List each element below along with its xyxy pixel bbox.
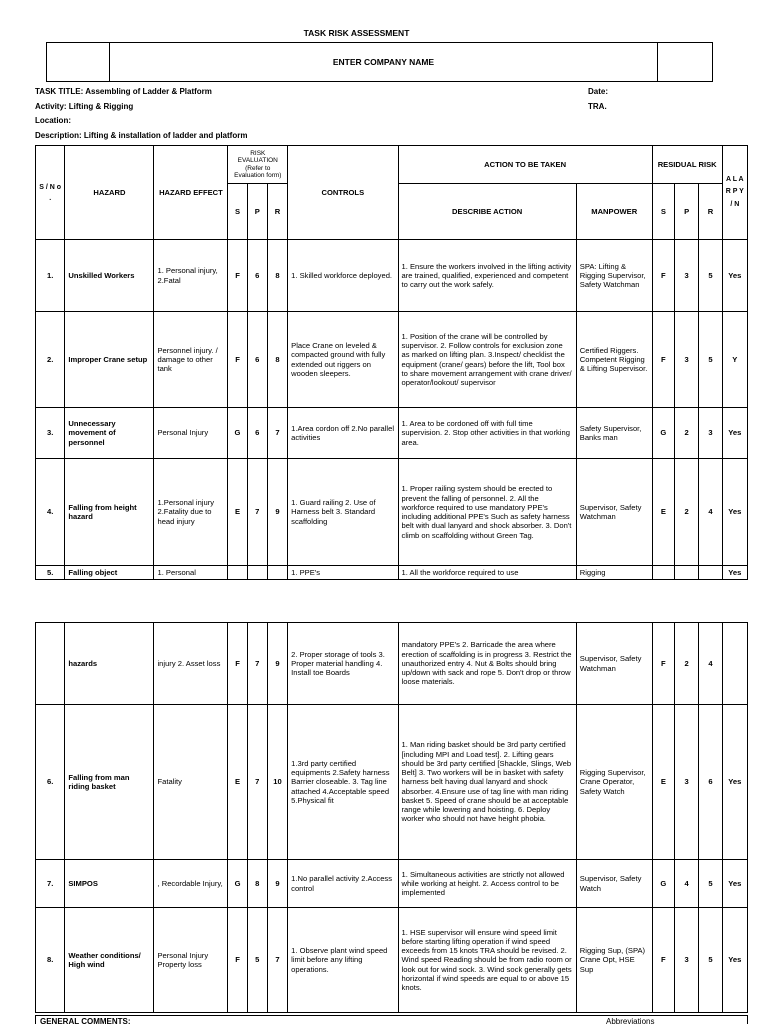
row-manpower: Supervisor, Safety Watchman: [576, 623, 652, 705]
col-manpower: MANPOWER: [576, 184, 652, 240]
row-controls: 1.Area cordon off 2.No parallel activities: [288, 408, 398, 459]
row-hazard: Unnecessary movement of personnel: [65, 408, 154, 459]
row-number: 3.: [36, 408, 65, 459]
row-manpower: Rigging Supervisor, Crane Operator, Safety Watch: [576, 705, 652, 860]
risk-row: [36, 860, 748, 908]
row-hazard: Weather conditions/ High wind: [65, 908, 154, 1013]
general-comments-box: [35, 1015, 748, 1024]
row-hazard-effect: Personnel injury. / damage to other tank: [154, 312, 228, 408]
row-probability: [247, 566, 267, 580]
row-controls: 1.No parallel activity 2.Access control: [288, 860, 398, 908]
risk-row: [36, 623, 748, 705]
row-hazard: Falling from height hazard: [65, 459, 154, 566]
col-risk-evaluation: RISK EVALUATION (Refer to Evaluation form): [228, 146, 288, 184]
risk-row: [36, 240, 748, 312]
row-risk: [267, 566, 287, 580]
row-controls: 1. PPE's: [288, 566, 398, 580]
row-manpower: Supervisor, Safety Watchman: [576, 459, 652, 566]
reference-cell: [658, 43, 713, 82]
row-hazard: SIMPOS: [65, 860, 154, 908]
row-hazard-effect: Personal Injury: [154, 408, 228, 459]
row-probability: 6: [247, 240, 267, 312]
row-residual-s: G: [652, 408, 674, 459]
col-residual-risk: RESIDUAL RISK: [652, 146, 722, 184]
row-controls: 1. Skilled workforce deployed.: [288, 240, 398, 312]
document-title: TASK RISK ASSESSMENT: [303, 28, 410, 38]
row-severity: E: [228, 705, 247, 860]
row-residual-r: 5: [699, 908, 722, 1013]
row-residual-p: 4: [675, 860, 699, 908]
row-describe-action: 1. Simultaneous activities are strictly not allowed while working at height. 2. Access control to be implemented: [398, 860, 576, 908]
row-number: 2.: [36, 312, 65, 408]
row-describe-action: 1. Proper railing system should be erected to prevent the falling of personnel. 2. All the workforce required to use mandatory PPE's including additional PPE's Such as safety harness belt with dual lanyard and shock absorber. 3. Don't climb on scaffolding without Green Tag.: [398, 459, 576, 566]
row-severity: F: [228, 623, 247, 705]
row-hazard-effect: 1. Personal: [154, 566, 228, 580]
row-manpower: SPA: Lifting & Rigging Supervisor, Safety Watchman: [576, 240, 652, 312]
row-residual-s: F: [652, 240, 674, 312]
row-residual-p: 2: [674, 459, 698, 566]
row-probability: 5: [247, 908, 267, 1013]
row-probability: 7: [247, 459, 267, 566]
row-residual-r: 3: [699, 408, 722, 459]
row-describe-action: 1. All the workforce required to use: [398, 566, 576, 580]
row-probability: 6: [247, 312, 267, 408]
row-describe-action: 1. HSE supervisor will ensure wind speed limit before starting lifting operation if wind speed exceeds from 15 knots TRA should be revised. 2. Wind speed Reading should be from radio room or look out for wind sock. 3. Wind sock generally gets horizontal if wind speeds are equal to or above 15 knots.: [398, 908, 576, 1013]
row-residual-s: E: [652, 705, 674, 860]
row-severity: F: [228, 240, 247, 312]
row-hazard-effect: Fatality: [154, 705, 228, 860]
row-alarp: Yes: [722, 908, 747, 1013]
row-probability: 6: [247, 408, 267, 459]
risk-row: [36, 408, 748, 459]
row-describe-action: 1. Position of the crane will be controlled by supervisor. 2. Follow controls for exclusion zone as marked on lifting plan. 3.Inspect/ checklist the equipment (crane/ gears) before the lift, Tool box to share movement arrangement with crane driver/ operator/lookout/ supervisor: [398, 312, 576, 408]
row-risk: 7: [267, 408, 287, 459]
row-describe-action: 1. Ensure the workers involved in the lifting activity are trained, qualified, experienced and competent to carry out the work safely.: [398, 240, 576, 312]
row-residual-p: 3: [674, 240, 698, 312]
row-residual-r: 6: [699, 705, 722, 860]
row-alarp: Y: [722, 312, 747, 408]
company-header-box: [46, 42, 713, 82]
row-manpower: Supervisor, Safety Watch: [576, 860, 652, 908]
risk-row: [36, 908, 748, 1013]
row-number: 8.: [36, 908, 65, 1013]
risk-row: [36, 566, 748, 580]
row-number: 6.: [36, 705, 65, 860]
row-risk: 9: [267, 459, 287, 566]
col-alarp: A L A R P Y / N: [722, 146, 747, 240]
row-alarp: [722, 623, 747, 705]
row-number: [36, 623, 65, 705]
task-meta: [35, 85, 247, 143]
row-hazard-effect: , Recordable Injury,: [154, 860, 228, 908]
row-residual-r: 5: [699, 240, 722, 312]
row-residual-p: 3: [675, 908, 699, 1013]
row-risk: 9: [267, 623, 287, 705]
risk-table-page2: [35, 622, 748, 1013]
row-probability: 8: [247, 860, 267, 908]
row-manpower: Rigging: [576, 566, 652, 580]
description: Description: Lifting & installation of ladder and platform: [35, 130, 248, 140]
row-number: 7.: [36, 860, 65, 908]
row-residual-s: F: [652, 312, 674, 408]
row-severity: G: [228, 408, 247, 459]
col-describe-action: DESCRIBE ACTION: [398, 184, 576, 240]
row-alarp: Yes: [722, 705, 747, 860]
row-severity: E: [228, 459, 247, 566]
row-number: 5.: [36, 566, 65, 580]
row-controls: 1.3rd party certified equipments 2.Safety harness Barrier closeable. 3. Tag line attached 4.Acceptable speed 5.Physical fit: [288, 705, 398, 860]
row-severity: [228, 566, 247, 580]
row-residual-s: [652, 566, 674, 580]
row-hazard-effect: 1.Personal injury 2.Fatality due to head injury: [154, 459, 228, 566]
row-residual-p: 3: [674, 312, 698, 408]
row-residual-r: 5: [699, 860, 722, 908]
row-alarp: Yes: [722, 459, 747, 566]
row-residual-s: E: [652, 459, 674, 566]
row-describe-action: 1. Area to be cordoned off with full time supervision. 2. Stop other activities in that working area.: [398, 408, 576, 459]
row-residual-p: [674, 566, 698, 580]
row-residual-s: F: [652, 908, 674, 1013]
row-residual-p: 3: [675, 705, 699, 860]
col-hazard-effect: HAZARD EFFECT: [154, 146, 228, 240]
row-hazard: Falling object: [65, 566, 154, 580]
col-p: P: [247, 184, 267, 240]
logo-cell: [47, 43, 110, 82]
row-residual-r: 5: [699, 312, 722, 408]
row-risk: 7: [267, 908, 287, 1013]
col-controls: CONTROLS: [288, 146, 398, 240]
row-hazard-effect: Personal Injury Property loss: [154, 908, 228, 1013]
row-risk: 8: [267, 312, 287, 408]
company-name[interactable]: ENTER COMPANY NAME: [110, 43, 658, 82]
row-alarp: Yes: [722, 860, 747, 908]
row-hazard: Falling from man riding basket: [65, 705, 154, 860]
row-residual-s: G: [652, 860, 674, 908]
row-manpower: Certified Riggers. Competent Rigging & Lifting Supervisor.: [576, 312, 652, 408]
date-tra: [588, 85, 608, 114]
row-residual-p: 2: [674, 408, 698, 459]
abbreviations-label: Abbreviations: [606, 1017, 655, 1026]
row-severity: F: [228, 908, 247, 1013]
risk-row: [36, 312, 748, 408]
risk-row: [36, 459, 748, 566]
row-controls: 1. Guard railing 2. Use of Harness belt 3. Standard scaffolding: [288, 459, 398, 566]
row-describe-action: 1. Man riding basket should be 3rd party certified [including MPI and Load test]. 2. Lifting gears should be 3rd party certified [Shackle, Slings, Web Belt] 3. Two workers will be in basket with safety harness belt having dual lanyard and shock absorber. 4.Ensure use of tag line with man riding basket 5. Speed of crane should be at acceptable range while lowering and hoisting. 6. Deploy worker who should not have height phobia.: [398, 705, 576, 860]
row-hazard: Improper Crane setup: [65, 312, 154, 408]
col-hazard: HAZARD: [65, 146, 154, 240]
row-hazard-effect: 1. Personal injury, 2.Fatal: [154, 240, 228, 312]
row-hazard-effect: injury 2. Asset loss: [154, 623, 228, 705]
row-probability: 7: [247, 705, 267, 860]
risk-row: [36, 705, 748, 860]
row-number: 4.: [36, 459, 65, 566]
row-residual-r: 4: [699, 623, 722, 705]
row-risk: 10: [267, 705, 287, 860]
row-number: 1.: [36, 240, 65, 312]
tra-label: TRA.: [588, 101, 607, 111]
row-controls: 2. Proper storage of tools 3. Proper material handling 4. Install toe Boards: [288, 623, 398, 705]
row-manpower: Rigging Sup, (SPA) Crane Opt, HSE Sup: [576, 908, 652, 1013]
row-alarp: Yes: [722, 408, 747, 459]
col-r: R: [267, 184, 287, 240]
row-hazard: hazards: [65, 623, 154, 705]
row-alarp: Yes: [722, 566, 747, 580]
row-residual-p: 2: [675, 623, 699, 705]
row-probability: 7: [247, 623, 267, 705]
row-hazard: Unskilled Workers: [65, 240, 154, 312]
col-action: ACTION TO BE TAKEN: [398, 146, 652, 184]
row-describe-action: mandatory PPE's 2. Barricade the area where erection of scaffolding is in progress 3. Restrict the unauthorized entry 4. Nut & Bolts should bring up/down with sack and rope 5. Don't drop or throw loose materials.: [398, 623, 576, 705]
row-risk: 9: [267, 860, 287, 908]
row-risk: 8: [267, 240, 287, 312]
row-alarp: Yes: [722, 240, 747, 312]
risk-table-page1: [35, 145, 748, 580]
general-comments-label: GENERAL COMMENTS:: [40, 1017, 131, 1026]
row-residual-r: [699, 566, 722, 580]
row-residual-s: F: [652, 623, 674, 705]
row-controls: 1. Observe plant wind speed limit before any lifting operations.: [288, 908, 398, 1013]
activity: Activity: Lifting & Rigging: [35, 101, 134, 111]
row-severity: G: [228, 860, 247, 908]
date-label: Date:: [588, 87, 609, 96]
task-title: TASK TITLE: Assembling of Ladder & Platform: [35, 87, 212, 96]
row-severity: F: [228, 312, 247, 408]
row-residual-r: 4: [699, 459, 722, 566]
col-res-s: S: [652, 184, 674, 240]
row-controls: Place Crane on leveled & compacted ground with fully extended out riggers on wooden sleepers.: [288, 312, 398, 408]
col-res-r: R: [699, 184, 722, 240]
row-manpower: Safety Supervisor, Banks man: [576, 408, 652, 459]
location: Location:: [35, 116, 71, 125]
col-sno: S / N o .: [36, 146, 65, 240]
col-s: S: [228, 184, 247, 240]
col-res-p: P: [674, 184, 698, 240]
